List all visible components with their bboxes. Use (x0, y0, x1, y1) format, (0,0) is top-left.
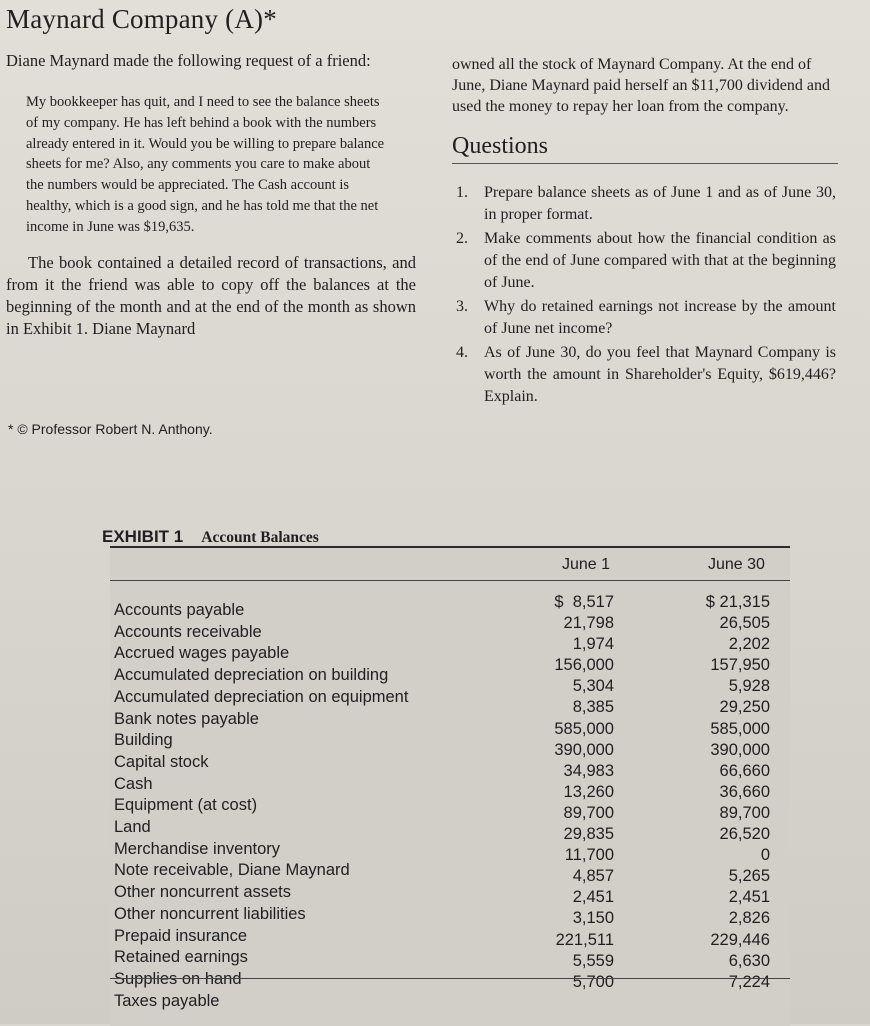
account-name: Accounts payable (114, 601, 245, 619)
account-name: Taxes payable (114, 991, 220, 1010)
june-30-value: 157,950 (710, 656, 770, 675)
june-1-value: 89,700 (563, 803, 614, 822)
june-30-value: 585,000 (710, 719, 770, 738)
june-1-value: 5,559 (572, 951, 614, 970)
june-1-value: 5,304 (572, 677, 614, 696)
bottom-rule (110, 978, 790, 979)
account-name: Other noncurrent liabilities (114, 904, 306, 923)
account-name: Bank notes payable (114, 709, 259, 728)
june-30-value: 2,826 (728, 909, 770, 928)
june-30-value: 5,265 (728, 867, 770, 886)
question-item (452, 342, 836, 408)
header-rule (110, 580, 790, 581)
june-30-value: 390,000 (710, 740, 770, 759)
june-30-value: 2,202 (728, 635, 770, 654)
account-name: Merchandise inventory (114, 839, 280, 858)
account-name: Other noncurrent assets (114, 883, 292, 902)
account-names-column (114, 600, 408, 1012)
right-column (452, 54, 836, 410)
continued-paragraph: owned all the stock of Maynard Company. At the end of June, Diane Maynard paid herself an $11,700 dividend and used the money to repay her loan from the company. (452, 56, 830, 115)
column-header-june-30: June 30 (708, 556, 765, 573)
june-1-value: 13,260 (563, 782, 614, 801)
june-30-value: 229,446 (710, 930, 770, 949)
june-1-value: 4,857 (572, 867, 614, 886)
question-number: 1. (456, 184, 468, 201)
question-number: 2. (456, 230, 468, 247)
request-quote: My bookkeeper has quit, and I need to see the balance sheets of my company. He has left behind a book with the numbers already entered in it. Would you be willing to prepare balance sheets for me? Also, any comments you care to make about the numbers would be appreciated. The Cash account is healthy, which is a good sign, and he has told me that the net income in June was $19,635. (26, 94, 385, 235)
june-30-value: 89,700 (719, 803, 770, 822)
june-1-value: 390,000 (554, 740, 614, 759)
case-paragraph: The book contained a detailed record of transactions, and from it the friend was able to copy off the balances at the beginning of the month and at the end of the month as shown in Exhibit 1. Diane Maynard (6, 252, 416, 338)
june-1-value: $ 8,517 (554, 593, 614, 611)
june-1-values-column (530, 592, 614, 993)
june-30-value: 2,451 (728, 888, 770, 907)
june-1-value: 3,150 (572, 909, 614, 928)
june-1-value: 221,511 (555, 930, 614, 949)
account-name: Cash (114, 774, 153, 793)
june-1-value: 34,983 (563, 761, 614, 780)
question-number: 3. (456, 298, 468, 315)
account-name: Equipment (at cost) (114, 796, 258, 815)
june-30-value: 29,250 (719, 698, 770, 717)
june-1-value: 11,700 (564, 846, 614, 865)
question-text: Make comments about how the financial condition as of the end of June compared with that at the beginning of June. (484, 230, 836, 291)
june-30-value: 6,630 (728, 951, 770, 970)
exhibit-header (102, 527, 319, 547)
account-name: Accrued wages payable (114, 644, 290, 663)
june-1-value: 8,385 (572, 698, 614, 717)
june-30-value: 26,520 (719, 825, 770, 844)
june-30-value: 0 (760, 846, 770, 865)
june-30-value: $ 21,315 (705, 593, 770, 611)
account-name: Land (114, 818, 151, 837)
june-1-value: 29,835 (563, 825, 614, 844)
account-balances-table (110, 546, 790, 1026)
copyright-footnote: * © Professor Robert N. Anthony. (8, 421, 213, 437)
june-1-value: 5,700 (572, 972, 614, 991)
account-name: Prepaid insurance (114, 926, 247, 945)
questions-heading: Questions (452, 131, 838, 164)
account-name: Note receivable, Diane Maynard (114, 861, 350, 880)
june-30-value: 7,224 (728, 972, 770, 991)
account-name: Accumulated depreciation on building (114, 666, 389, 685)
account-name: Accumulated depreciation on equipment (114, 687, 409, 706)
case-title: Maynard Company (A)* (6, 4, 277, 34)
june-30-values-column (680, 592, 770, 993)
june-30-value: 26,505 (719, 614, 770, 633)
june-1-value: 156,000 (554, 656, 614, 675)
june-1-value: 2,451 (572, 888, 614, 907)
account-name: Supplies on hand (114, 969, 242, 988)
account-name: Capital stock (114, 752, 209, 771)
june-1-value: 585,000 (554, 719, 614, 738)
question-item (452, 228, 836, 294)
left-column (6, 50, 416, 340)
june-30-value: 36,660 (719, 782, 770, 801)
exhibit-label: EXHIBIT 1 (102, 527, 184, 546)
june-1-value: 1,974 (572, 635, 614, 654)
question-item (452, 296, 836, 340)
june-30-value: 66,660 (719, 761, 770, 780)
question-text: Why do retained earnings not increase by the amount of June net income? (484, 298, 836, 337)
exhibit-caption: Account Balances (201, 529, 319, 546)
question-number: 4. (456, 344, 468, 361)
account-name: Building (114, 731, 173, 750)
account-name: Retained earnings (114, 948, 248, 967)
account-name: Accounts receivable (114, 622, 262, 641)
column-header-june-1: June 1 (562, 556, 611, 573)
june-30-value: 5,928 (728, 677, 770, 696)
june-1-value: 21,798 (563, 614, 614, 633)
question-item (452, 182, 836, 226)
intro-text: Diane Maynard made the following request of a friend: (6, 51, 371, 70)
questions-list (452, 182, 836, 408)
question-text: Prepare balance sheets as of June 1 and as of June 30, in proper format. (484, 184, 836, 223)
question-text: As of June 30, do you feel that Maynard Company is worth the amount in Shareholder's Equity, $619,446? Explain. (484, 344, 836, 405)
